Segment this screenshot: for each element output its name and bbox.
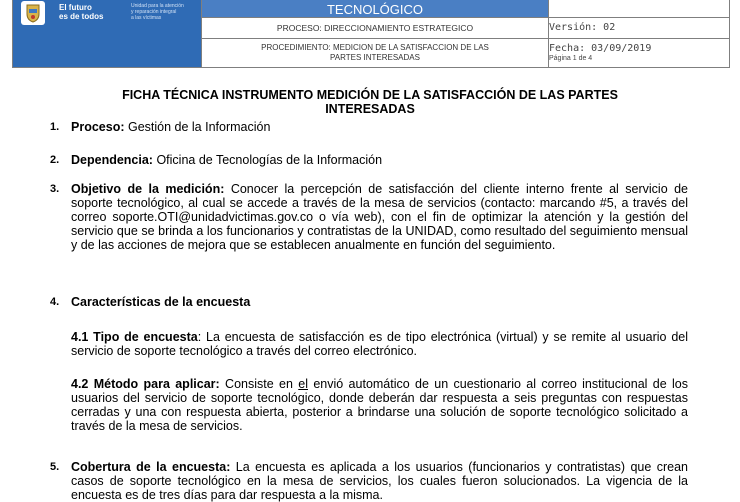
page-number: Página 1 de 4 <box>549 54 593 62</box>
subsection-metodo: 4.2 Método para aplicar: Consiste en el envió automático de un cuestionario al correo institucional de los usuarios del servicio de soporte tecnológico, donde deberán dar respuesta a seis preguntas con respuestas cerradas y una con respuesta abierta, posterior a brindarse una solución de soporte tecnológico solicitado a través de la mesa de servicios. <box>71 377 688 433</box>
item-number: 5. <box>50 461 60 473</box>
procedimiento-label: PROCEDIMIENTO: MEDICION DE LA SATISFACCION DE LAS PARTES INTERESADAS <box>202 38 549 67</box>
subsection-tipo-encuesta: 4.1 Tipo de encuesta: La encuesta de satisfacción es de tipo electrónica (virtual) y se remite al usuario del servicio de soporte tecnológico a través del correo electrónico. <box>71 330 688 358</box>
proceso-label: PROCESO: DIRECCIONAMIENTO ESTRATEGICO <box>202 17 549 38</box>
item-text: Dependencia: Oficina de Tecnologías de la Información <box>71 153 383 167</box>
fecha-label: Fecha: 03/09/2019 <box>549 42 652 54</box>
version-label: Versión: 02 <box>549 17 730 38</box>
item-text: Objetivo de la medición: Conocer la percepción de satisfacción del cliente interno frente al servicio de soporte tecnológico, al cual se accede a través de la mesa de servicios (contacto: marcando #5, a través del correo soporte.OTI@unidadvictimas.gov.co o vía web), con el fin de optimizar la atención y la gestión del servicio que se brinda a los funcionarios y contratistas de la UNIDAD, como resultado del seguimiento mensual y de las acciones de mejora que se establecen anualmente en función del seguimiento. <box>71 182 688 252</box>
item-text: Proceso: Gestión de la Información <box>71 120 271 134</box>
unit-name: Unidad para la atención y reparación integral a las víctimas <box>131 3 184 21</box>
item-number: 1. <box>50 121 60 133</box>
item-text: Cobertura de la encuesta: La encuesta es aplicada a los usuarios (funcionarios y contratistas) que crean casos de soporte tecnológico en la mesa de servicios, los cuales fueron solucionados. La vigencia de la encuesta es de tres días para dar respuesta a la misma. <box>71 460 688 502</box>
item-number: 3. <box>50 183 60 195</box>
logo-banner <box>13 0 202 68</box>
item-number: 2. <box>50 154 60 166</box>
item-text: Características de la encuesta <box>71 295 251 309</box>
header-blank-cell <box>549 0 730 17</box>
document-header <box>12 0 730 68</box>
document-title: FICHA TÉCNICA INSTRUMENTO MEDICIÓN DE LA SATISFACCIÓN DE LAS PARTES INTERESADAS <box>122 88 618 116</box>
item-number: 4. <box>50 296 60 308</box>
slogan: El futuro es de todos <box>59 3 104 21</box>
header-title: TECNOLÓGICO <box>202 0 549 17</box>
coat-of-arms-icon <box>21 1 45 25</box>
fecha-cell <box>549 38 730 67</box>
